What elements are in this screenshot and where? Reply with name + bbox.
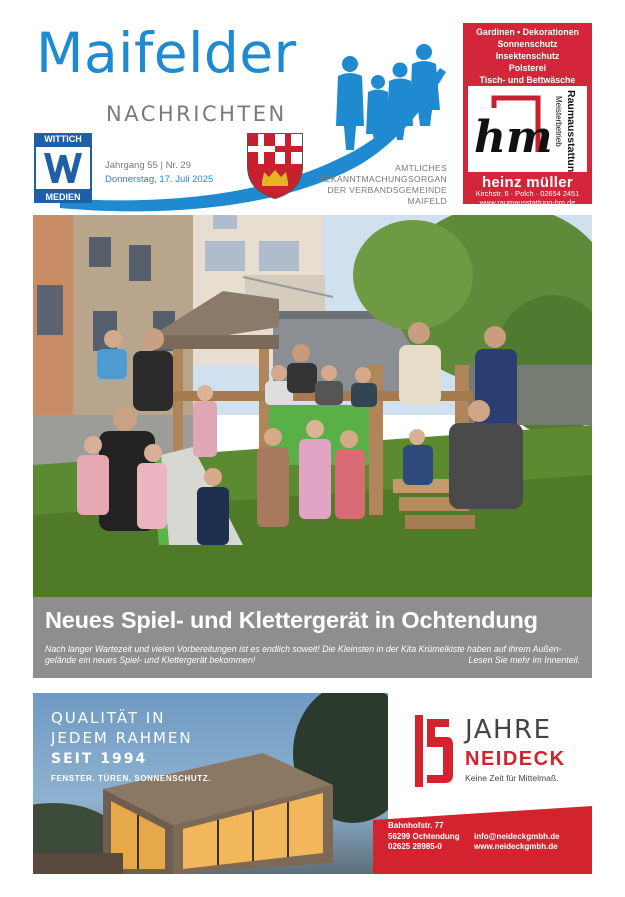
neideck-city: 56299 Ochtendung [388, 831, 460, 841]
neideck-slogan: Keine Zeit für Mittelmaß. [465, 773, 559, 783]
neideck-address [388, 821, 478, 853]
hm-website-link[interactable]: www.raumausstattung-hm.de [479, 198, 576, 207]
hm-service: Insektenschutz [495, 51, 560, 61]
neideck-claim-4: FENSTER. TÜREN. SONNENSCHUTZ. [51, 774, 212, 783]
hm-services-list [463, 26, 592, 86]
hm-service: Tisch- und Bettwäsche [479, 75, 576, 85]
wittich-logo-top-text: WITTICH [34, 133, 92, 145]
hm-service: Polsterei [508, 63, 547, 73]
wittich-w-icon [34, 145, 92, 191]
neideck-brand: NEIDECK [465, 748, 566, 770]
neideck-claim-3: SEIT 1994 [51, 751, 148, 767]
neideck-email-link[interactable]: info@neideckgmbh.de [474, 831, 560, 841]
issue-date: Donnerstag, 17. Juli 2025 [105, 174, 214, 185]
hm-service: Gardinen • Dekorationen [476, 27, 579, 37]
headline-teaser: Nach langer Wartezeit und vielen Vorbereitungen ist es endlich soweit! Die Kleinsten in der Kita Krümelkiste haben auf ihrem Außen-gelände ein neues Spiel- und Klettergerät bekommen! [45, 644, 562, 665]
hm-contact [463, 189, 592, 207]
neideck-jahre: JAHRE [465, 715, 552, 745]
playground-photo [33, 215, 592, 597]
hm-vertical-meisterbetrieb: Meisterbetrieb [554, 96, 563, 147]
wittich-medien-logo [34, 133, 92, 203]
hm-service: Sonnenschutz [497, 39, 558, 49]
neideck-ad[interactable] [33, 693, 592, 874]
neideck-claim-1: QUALITÄT IN [51, 709, 166, 727]
neideck-online [474, 821, 592, 853]
neideck-website-link[interactable]: www.neideckgmbh.de [474, 842, 558, 851]
hm-address: Kirchstr. 6 · Polch · 02654 2451 [475, 189, 580, 198]
neideck-35-logo [413, 715, 453, 787]
hm-company-name: heinz müller [481, 174, 574, 191]
read-more-note[interactable]: Lesen Sie mehr im Innenteil. [468, 655, 580, 665]
neideck-claim-2: JEDEM RAHMEN [51, 729, 193, 747]
heinz-mueller-ad[interactable] [463, 23, 592, 207]
neideck-street: Bahnhofstr. 77 [388, 821, 444, 830]
masthead-title: Maifelder [36, 21, 297, 85]
official-gazette-note: AMTLICHES BEKANNTMACHUNGSORGAN DER VERBANDSGEMEINDE MAIFELD [318, 163, 447, 206]
masthead-subtitle: NACHRICHTEN [106, 102, 287, 126]
headline-banner[interactable] [33, 597, 592, 678]
hm-logo-icon [468, 86, 587, 172]
headline-title[interactable]: Neues Spiel- und Klettergerät in Ochtendung [45, 607, 538, 633]
issue-number: Jahrgang 55 | Nr. 29 [105, 160, 191, 171]
masthead [0, 0, 460, 215]
hm-vertical-raumausstattung: Raumausstattung [565, 90, 577, 172]
hm-logo-letters: hm [474, 112, 553, 163]
hm-logo-box [468, 86, 587, 172]
neideck-phone: 02625 28985-0 [388, 842, 442, 851]
wittich-logo-bottom-text: MEDIEN [34, 191, 92, 203]
coat-of-arms-icon [244, 130, 306, 202]
